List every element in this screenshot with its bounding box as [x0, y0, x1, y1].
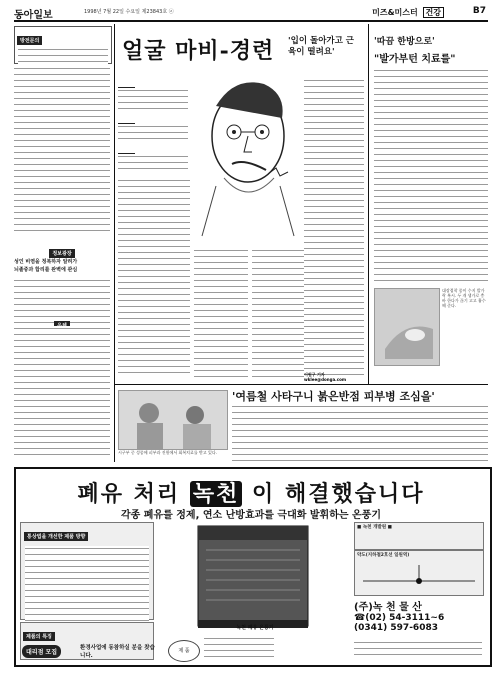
sidebar-box-title-2: 정보광장 — [49, 249, 74, 258]
main-cause-text — [118, 88, 188, 112]
page-number: B7 — [472, 6, 486, 16]
dateline: 1998년 7월 22일 수요일 제23843호 ⓐ — [84, 9, 174, 15]
ad-product-image — [158, 520, 348, 632]
sidebar-text-1 — [14, 66, 110, 236]
right-photo-caption: 대장접착 종이 수지 발가락 복시. 두 개 생가로 충바 한다가 끊기 고고 흡수해 준다. — [442, 288, 486, 308]
column-divider-right — [368, 24, 369, 384]
bottom-photo — [118, 390, 228, 450]
main-text-col-1 — [118, 178, 190, 378]
main-symptom-text — [118, 124, 188, 142]
ad-product-name: 녹천 폐유 온풍기 — [236, 625, 274, 631]
ad-title: 폐유 처리 녹천 이 해결했습니다 — [77, 481, 425, 507]
ad-title-highlight: 녹천 — [190, 481, 243, 507]
ad-phone-2: (0341) 597-6083 — [354, 623, 438, 633]
ad-left-box — [20, 522, 154, 620]
ad-footer-text — [354, 640, 482, 658]
ad-stamp: 제 품 — [168, 640, 200, 662]
sidebar-headline-line2: 뇌졸중과 합리를 완벽에 관심 — [14, 267, 78, 273]
section-name: 미즈&미스터 건강 — [372, 7, 444, 18]
ad-feature-title: 제품의 특징 — [23, 632, 55, 641]
right-headline: "발가부턴 치료를" — [374, 54, 456, 65]
ad-contact-box — [354, 598, 482, 638]
sidebar-headline — [14, 258, 110, 274]
ad-right-box-1: ■ 녹천 개발원 ■ — [354, 522, 484, 550]
ad-small-text — [204, 636, 274, 660]
ad-map-title: 약도(지하철2호선 일원역) — [357, 553, 410, 558]
page-header — [14, 6, 488, 22]
main-text-col-2 — [194, 248, 248, 378]
sidebar-box-title: 방전문의 — [17, 36, 42, 45]
masthead: 동아일보 — [14, 10, 53, 21]
bottom-headline: '여름철 사타구니 붉은반점 피부병 조심을' — [232, 390, 435, 403]
ad-map-box — [354, 550, 484, 596]
main-headline: 얼굴 마비-경련 — [122, 38, 275, 64]
sidebar-box-3-head — [14, 312, 110, 326]
ad-subtitle: 각종 폐유를 정제, 연소 난방효과를 극대화 발휘하는 온풍기 — [120, 510, 381, 521]
bottom-text — [232, 404, 488, 462]
right-text — [374, 68, 488, 284]
sidebar-box-top — [14, 26, 112, 64]
ad-left-box-title: 통상법을 개선한 제품 방향 — [24, 532, 88, 541]
sidebar-text-3 — [14, 326, 110, 456]
section-tag: 건강 — [423, 7, 444, 18]
main-treatment-text — [118, 154, 188, 174]
main-byline: 이원구 기자 wklee@donga.com — [304, 372, 346, 382]
sidebar-headline-line1: 성인 비염을 정복하자 알려가 — [14, 259, 78, 265]
bottom-photo-caption: 시구부 중 성종에 피부과 진원에서 회복치료를 받고 있다. — [118, 450, 218, 455]
main-subhead: '입이 돌아가고 근육이 떨려요' — [288, 36, 354, 57]
bottom-article-rule — [114, 384, 488, 385]
ad-recruit-label: 대리점 모집 — [22, 645, 61, 658]
face-illustration — [194, 66, 300, 244]
main-text-col-4 — [304, 78, 364, 378]
ad-company: (주)녹 천 물 산 — [354, 602, 422, 613]
right-photo — [374, 288, 440, 366]
main-text-col-3 — [252, 248, 306, 378]
sidebar-box-2-head — [14, 240, 110, 256]
right-kicker: '따끔 한방으로' — [374, 37, 435, 47]
ad-recruit-text: 환경사업에 동참하실 분을 찾습니다. — [80, 645, 155, 659]
column-divider — [114, 24, 115, 462]
ad-phone-1: ☎(02) 54-3111~6 — [354, 613, 445, 623]
